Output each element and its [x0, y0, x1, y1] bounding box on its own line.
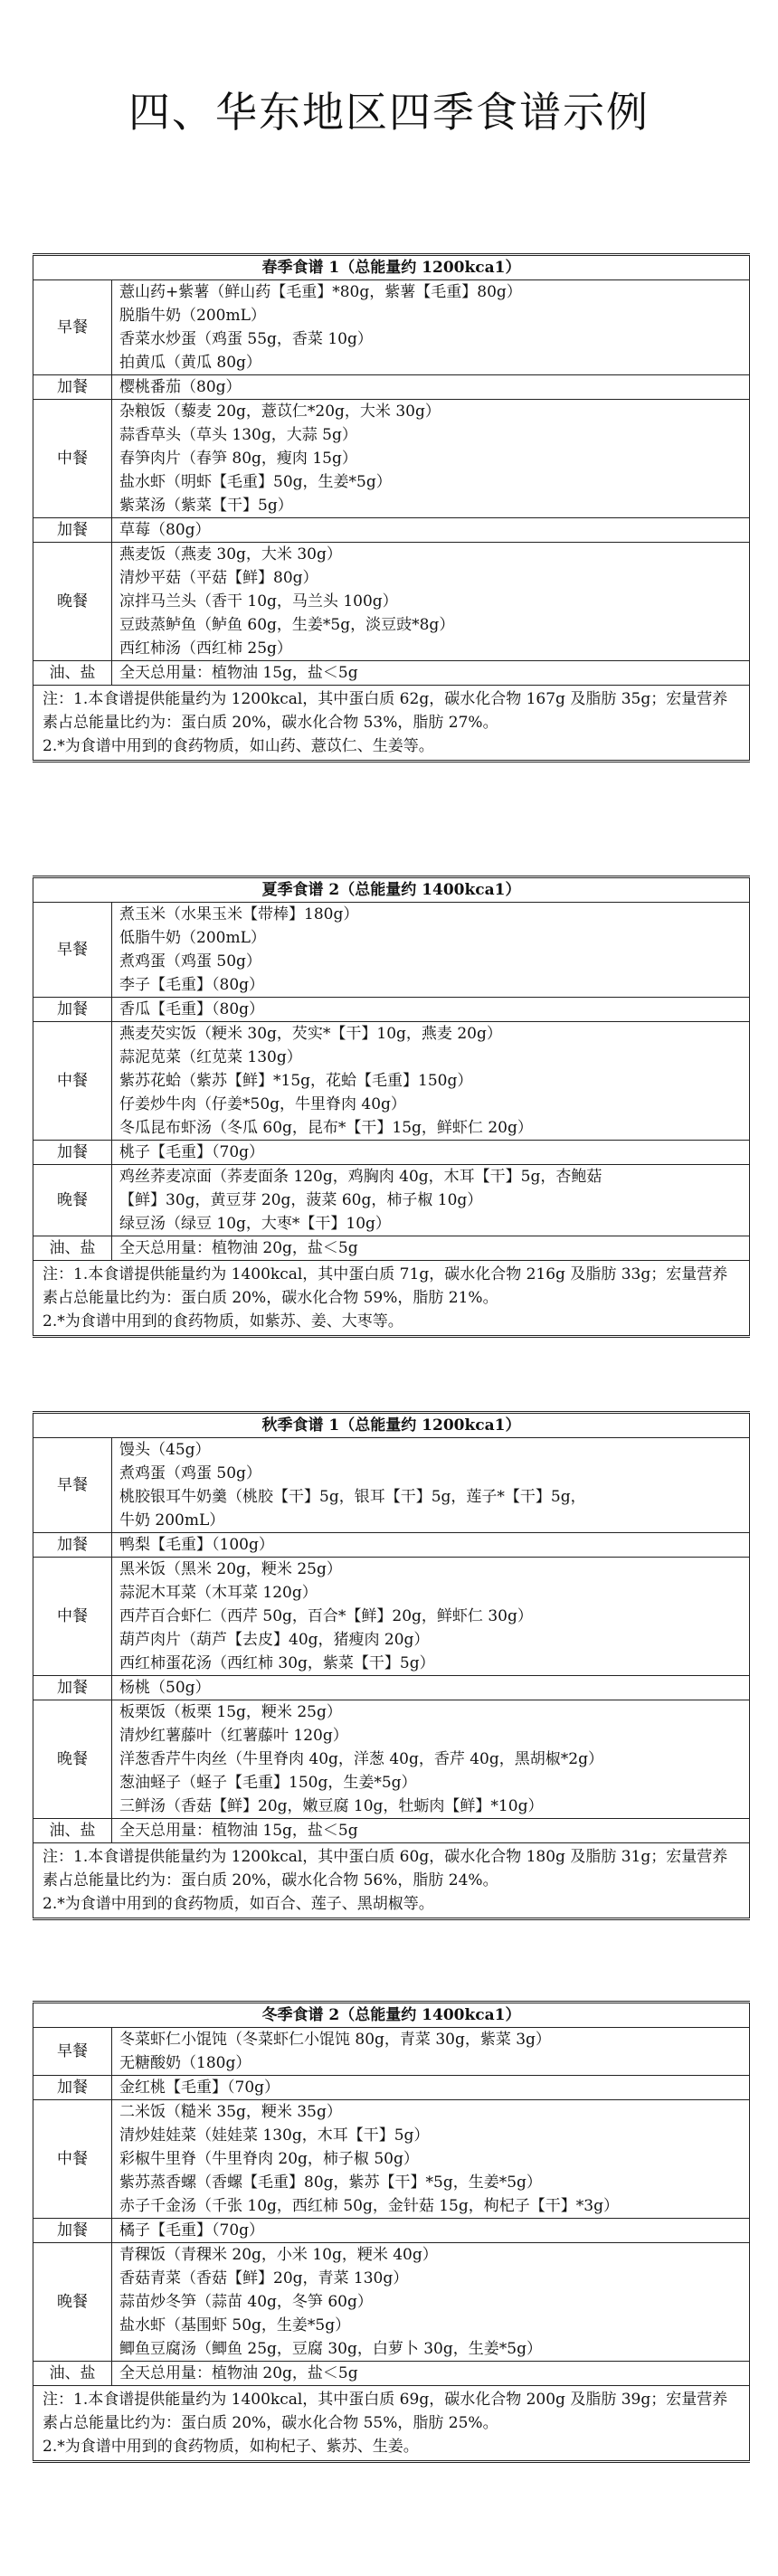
food-item: 橘子【毛重】（70g） [119, 2221, 265, 2240]
notes-row [33, 686, 750, 762]
notes-row [33, 1261, 750, 1337]
meal-foods [112, 1022, 750, 1141]
food-item: 赤子千金汤（千张 10g，西红柿 50g，金针菇 15g，枸杞子【干】*3g） [119, 2197, 619, 2215]
food-item: 【鲜】30g，黄豆芽 20g，菠菜 60g，柿子椒 10g） [119, 1191, 483, 1209]
food-item: 板栗饭（板栗 15g，粳米 25g） [119, 1703, 342, 1721]
meal-name: 加餐 [33, 1676, 112, 1700]
food-item: 盐水虾（基围虾 50g，生姜*5g） [119, 2316, 351, 2334]
meal-row [33, 543, 750, 661]
meal-foods [112, 661, 750, 686]
food-item: 草莓（80g） [119, 521, 211, 539]
food-item: 盐水虾（明虾【毛重】50g，生姜*5g） [119, 473, 392, 491]
menu-heading-row [33, 255, 750, 280]
meal-foods [112, 1558, 750, 1676]
notes-cell [33, 1843, 750, 1919]
menu-heading: 夏季食谱 2（总能量约 1400kca1） [33, 877, 750, 903]
food-item: 馒头（45g） [119, 1441, 211, 1459]
food-item: 黑米饭（黑米 20g，粳米 25g） [119, 1560, 342, 1578]
note-text: 注：1.本食谱提供能量约为 1400kcal，其中蛋白质 71g，碳水化合物 216g 及脂肪 33g；宏量营养素占总能量比约为：蛋白质 20%，碳水化合物 59%，脂肪 21%。 [43, 1265, 728, 1307]
food-item: 西红柿蛋花汤（西红柿 30g，紫菜【干】5g） [119, 1654, 435, 1672]
menu-heading: 秋季食谱 1（总能量约 1200kca1） [33, 1413, 750, 1438]
note-text: 2.*为食谱中用到的食药物质，如山药、薏苡仁、生姜等。 [43, 737, 434, 755]
food-item: 冬菜虾仁小馄饨（冬菜虾仁小馄饨 80g，青菜 30g，紫菜 3g） [119, 2031, 551, 2049]
food-item: 樱桃番茄（80g） [119, 378, 242, 396]
meal-name: 晚餐 [33, 1700, 112, 1819]
notes-cell [33, 2386, 750, 2462]
meal-name: 油、盐 [33, 2362, 112, 2386]
food-item: 清炒红薯藤叶（红薯藤叶 120g） [119, 1727, 348, 1745]
meal-row [33, 2028, 750, 2076]
menu-heading: 冬季食谱 2（总能量约 1400kca1） [33, 2003, 750, 2028]
meal-foods [112, 543, 750, 661]
food-item: 蒜香草头（草头 130g，大蒜 5g） [119, 426, 357, 444]
food-item: 蒜泥木耳菜（木耳菜 120g） [119, 1584, 318, 1602]
food-item: 香瓜【毛重】（80g） [119, 1000, 265, 1018]
meal-row [33, 1438, 750, 1533]
meal-row [33, 2243, 750, 2362]
meal-row [33, 2100, 750, 2219]
meal-row [33, 998, 750, 1022]
food-item: 杨桃（50g） [119, 1679, 211, 1697]
meal-name: 加餐 [33, 1141, 112, 1165]
food-item: 煮玉米（水果玉米【带棒】180g） [119, 905, 359, 923]
menu-heading-row [33, 2003, 750, 2028]
summer-menu-table [33, 876, 750, 1338]
meal-foods [112, 2362, 750, 2386]
food-item: 青稞饭（青稞米 20g，小米 10g，粳米 40g） [119, 2246, 438, 2264]
food-item: 桃子【毛重】（70g） [119, 1143, 265, 1161]
meal-name: 晚餐 [33, 543, 112, 661]
meal-name: 加餐 [33, 2219, 112, 2243]
meal-foods [112, 2219, 750, 2243]
food-item: 洋葱香芹牛肉丝（牛里脊肉 40g，洋葱 40g，香芹 40g，黑胡椒*2g） [119, 1750, 603, 1768]
meal-foods [112, 1165, 750, 1236]
food-item: 杂粮饭（藜麦 20g，薏苡仁*20g，大米 30g） [119, 402, 441, 421]
food-item: 鸡丝荞麦凉面（荞麦面条 120g，鸡胸肉 40g，木耳【干】5g，杏鲍菇 [119, 1168, 602, 1186]
food-item: 二米饭（糙米 35g，粳米 35g） [119, 2103, 342, 2121]
meal-foods [112, 1236, 750, 1261]
food-item: 凉拌马兰头（香干 10g，马兰头 100g） [119, 592, 398, 611]
note-text: 2.*为食谱中用到的食药物质，如枸杞子、紫苏、生姜。 [43, 2438, 419, 2456]
meal-row [33, 2362, 750, 2386]
meal-foods [112, 903, 750, 998]
meal-row [33, 903, 750, 998]
meal-name: 油、盐 [33, 661, 112, 686]
meal-foods [112, 400, 750, 518]
food-item: 清炒平菇（平菇【鲜】80g） [119, 569, 318, 587]
meal-foods [112, 2028, 750, 2076]
food-item: 李子【毛重】（80g） [119, 976, 265, 994]
winter-menu-table [33, 2001, 750, 2463]
meal-row [33, 661, 750, 686]
meal-row [33, 1533, 750, 1558]
meal-row [33, 1819, 750, 1843]
food-item: 桃胶银耳牛奶羹（桃胶【干】5g，银耳【干】5g，莲子*【干】5g， [119, 1488, 586, 1506]
meal-row [33, 1022, 750, 1141]
meal-foods [112, 2100, 750, 2219]
meal-name: 油、盐 [33, 1819, 112, 1843]
food-item: 绿豆汤（绿豆 10g，大枣*【干】10g） [119, 1215, 391, 1233]
food-item: 紫苏蒸香螺（香螺【毛重】80g，紫苏【干】*5g，生姜*5g） [119, 2174, 542, 2192]
food-item: 西芹百合虾仁（西芹 50g，百合*【鲜】20g，鲜虾仁 30g） [119, 1607, 533, 1625]
meal-foods [112, 1533, 750, 1558]
food-item: 葫芦肉片（葫芦【去皮】40g，猪瘦肉 20g） [119, 1631, 430, 1649]
food-item: 葱油蛏子（蛏子【毛重】150g，生姜*5g） [119, 1774, 417, 1792]
food-item: 全天总用量：植物油 15g，盐＜5g [119, 664, 358, 682]
meal-row [33, 400, 750, 518]
meal-name: 中餐 [33, 1558, 112, 1676]
food-item: 豆豉蒸鲈鱼（鲈鱼 60g，生姜*5g，淡豆豉*8g） [119, 616, 455, 634]
food-item: 无糖酸奶（180g） [119, 2054, 251, 2072]
meal-name: 晚餐 [33, 2243, 112, 2362]
meal-foods [112, 1819, 750, 1843]
food-item: 彩椒牛里脊（牛里脊肉 20g，柿子椒 50g） [119, 2150, 419, 2168]
note-text: 2.*为食谱中用到的食药物质，如百合、莲子、黑胡椒等。 [43, 1895, 434, 1913]
food-item: 燕麦芡实饭（粳米 30g，芡实*【干】10g，燕麦 20g） [119, 1025, 502, 1043]
meal-name: 油、盐 [33, 1236, 112, 1261]
meal-row [33, 1676, 750, 1700]
note-text: 注：1.本食谱提供能量约为 1400kcal，其中蛋白质 69g，碳水化合物 200g 及脂肪 39g；宏量营养素占总能量比约为：蛋白质 20%，碳水化合物 55%，脂肪 25%。 [43, 2391, 728, 2432]
meal-name: 加餐 [33, 998, 112, 1022]
meal-name: 加餐 [33, 518, 112, 543]
meal-row [33, 2076, 750, 2100]
food-item: 全天总用量：植物油 20g，盐＜5g [119, 2364, 358, 2382]
meal-foods [112, 1700, 750, 1819]
meal-name: 早餐 [33, 1438, 112, 1533]
meal-name: 加餐 [33, 1533, 112, 1558]
spring-menu-table [33, 253, 750, 762]
meal-foods [112, 998, 750, 1022]
meal-name: 早餐 [33, 280, 112, 375]
meal-foods [112, 1438, 750, 1533]
meal-name: 中餐 [33, 1022, 112, 1141]
meal-row [33, 375, 750, 400]
note-text: 注：1.本食谱提供能量约为 1200kcal，其中蛋白质 62g，碳水化合物 167g 及脂肪 35g；宏量营养素占总能量比约为：蛋白质 20%，碳水化合物 53%，脂肪 27%。 [43, 690, 728, 732]
menu-heading-row [33, 1413, 750, 1438]
food-item: 春笋肉片（春笋 80g，瘦肉 15g） [119, 450, 357, 468]
food-item: 清炒娃娃菜（娃娃菜 130g，木耳【干】5g） [119, 2126, 430, 2145]
meal-name: 早餐 [33, 903, 112, 998]
meal-foods [112, 2076, 750, 2100]
note-text: 2.*为食谱中用到的食药物质，如紫苏、姜、大枣等。 [43, 1312, 403, 1331]
menu-heading: 春季食谱 1（总能量约 1200kca1） [33, 255, 750, 280]
meal-name: 晚餐 [33, 1165, 112, 1236]
food-item: 低脂牛奶（200mL） [119, 929, 266, 947]
meal-row [33, 2219, 750, 2243]
food-item: 拍黄瓜（黄瓜 80g） [119, 354, 261, 372]
menu-heading-row [33, 877, 750, 903]
food-item: 鸭梨【毛重】（100g） [119, 1536, 274, 1554]
food-item: 金红桃【毛重】（70g） [119, 2079, 280, 2097]
meal-row [33, 1165, 750, 1236]
food-item: 牛奶 200mL） [119, 1511, 225, 1530]
note-text: 注：1.本食谱提供能量约为 1200kcal，其中蛋白质 60g，碳水化合物 180g 及脂肪 31g；宏量营养素占总能量比约为：蛋白质 20%，碳水化合物 56%，脂肪 24%。 [43, 1848, 728, 1889]
notes-cell [33, 1261, 750, 1337]
food-item: 煮鸡蛋（鸡蛋 50g） [119, 952, 261, 971]
food-item: 蒜泥苋菜（红苋菜 130g） [119, 1048, 302, 1066]
food-item: 脱脂牛奶（200mL） [119, 307, 266, 325]
food-item: 全天总用量：植物油 15g，盐＜5g [119, 1822, 358, 1840]
food-item: 香菇青菜（香菇【鲜】20g，青菜 130g） [119, 2269, 409, 2287]
meal-row [33, 1558, 750, 1676]
food-item: 紫菜汤（紫菜【干】5g） [119, 497, 293, 515]
meal-foods [112, 280, 750, 375]
notes-row [33, 2386, 750, 2462]
meal-name: 中餐 [33, 2100, 112, 2219]
notes-cell [33, 686, 750, 762]
food-item: 全天总用量：植物油 20g，盐＜5g [119, 1239, 358, 1257]
meal-name: 加餐 [33, 375, 112, 400]
food-item: 冬瓜昆布虾汤（冬瓜 60g，昆布*【干】15g，鲜虾仁 20g） [119, 1119, 533, 1137]
notes-row [33, 1843, 750, 1919]
meal-foods [112, 375, 750, 400]
food-item: 三鲜汤（香菇【鲜】20g，嫩豆腐 10g，牡蛎肉【鲜】*10g） [119, 1797, 544, 1815]
food-item: 香菜水炒蛋（鸡蛋 55g，香菜 10g） [119, 330, 373, 348]
meal-row [33, 1700, 750, 1819]
meal-row [33, 518, 750, 543]
food-item: 燕麦饭（燕麦 30g，大米 30g） [119, 545, 342, 564]
meal-foods [112, 1676, 750, 1700]
meal-foods [112, 1141, 750, 1165]
food-item: 仔姜炒牛肉（仔姜*50g，牛里脊肉 40g） [119, 1095, 406, 1113]
meal-name: 中餐 [33, 400, 112, 518]
page-title: 四、华东地区四季食谱示例 [128, 88, 650, 137]
food-item: 西红柿汤（西红柿 25g） [119, 639, 292, 658]
meal-row [33, 1236, 750, 1261]
food-item: 鲫鱼豆腐汤（鲫鱼 25g，豆腐 30g，白萝卜 30g，生姜*5g） [119, 2340, 542, 2358]
food-item: 薏山药+紫薯（鲜山药【毛重】*80g，紫薯【毛重】80g） [119, 283, 522, 301]
meal-row [33, 280, 750, 375]
meal-foods [112, 518, 750, 543]
meal-name: 加餐 [33, 2076, 112, 2100]
meal-name: 早餐 [33, 2028, 112, 2076]
food-item: 蒜苗炒冬笋（蒜苗 40g，冬笋 60g） [119, 2293, 373, 2311]
autumn-menu-table [33, 1411, 750, 1920]
meal-row [33, 1141, 750, 1165]
meal-foods [112, 2243, 750, 2362]
food-item: 紫苏花蛤（紫苏【鲜】*15g，花蛤【毛重】150g） [119, 1072, 473, 1090]
food-item: 煮鸡蛋（鸡蛋 50g） [119, 1464, 261, 1482]
